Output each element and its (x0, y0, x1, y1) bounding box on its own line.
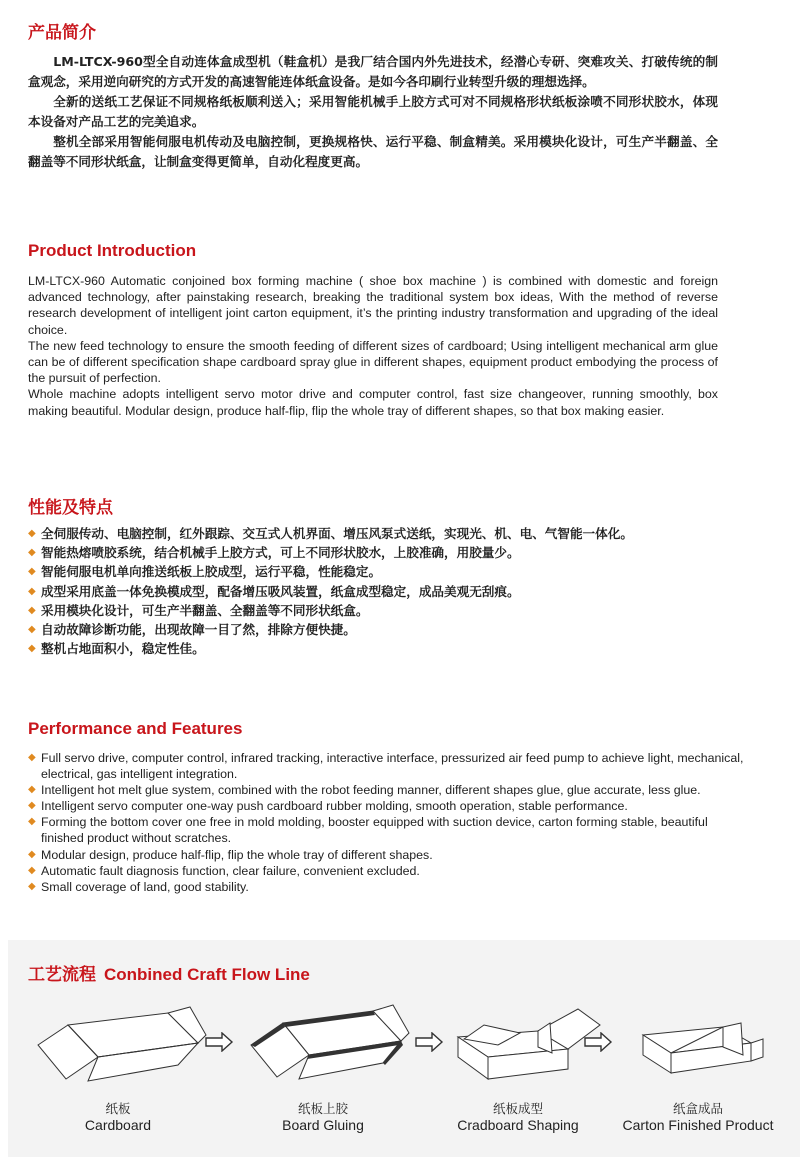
flow-step-carton-finished (603, 995, 793, 1133)
list-item: ◆ Full servo drive, computer control, infrared tracking, interactive interface, pressurized air feed pump to achieve light, mechanical, electrical, gas intelligent integration. (28, 751, 744, 782)
carton-finished-illustration (603, 995, 793, 1095)
diamond-bullet-icon: ◆ (28, 848, 36, 860)
diamond-bullet-icon: ◆ (28, 816, 36, 828)
flow-step-label-en: Board Gluing (282, 1117, 364, 1133)
list-item: ◆ Small coverage of land, good stability. (28, 879, 249, 894)
intro-zh-body (28, 52, 718, 172)
diamond-bullet-icon: ◆ (28, 880, 36, 892)
flow-step-label-zh: 纸板成型 (492, 1101, 543, 1116)
board-gluing-illustration (233, 995, 413, 1095)
list-item: ◆ Automatic fault diagnosis function, clear failure, convenient excluded. (28, 863, 420, 878)
intro-zh-heading: 产品简介 (28, 23, 96, 42)
flow-step-label-zh: 纸板 (105, 1101, 131, 1116)
list-item: ◆ Forming the bottom cover one free in mold molding, booster equipped with suction device, carton forming stable, beautiful finished product without scratches. (28, 815, 708, 846)
cardboard-shaping-illustration (428, 995, 608, 1095)
diamond-bullet-icon: ◆ (28, 752, 36, 763)
diamond-bullet-icon: ◆ (28, 585, 36, 597)
features-en-list (28, 750, 748, 895)
intro-zh-paragraph: 整机全部采用智能伺服电机传动及电脑控制，更换规格快、运行平稳、制盒精美。采用模块化设计，可生产半翻盖、全翻盖等不同形状纸盒，让制盒变得更简单，自动化程度更高。 (28, 134, 718, 169)
intro-en-heading: Product Introduction (28, 241, 197, 260)
intro-en-paragraph: LM-LTCX-960 Automatic conjoined box forming machine ( shoe box machine ) is combined with domestic and foreign advanced technology, after painstaking research, breaking the traditional system box ideas, With the method of reverse research development of intelligent joint carton equipment, it’s the printing industry transformation and upgrading of the ideal choice. (28, 274, 718, 337)
cardboard-illustration (28, 995, 208, 1095)
list-item: ◆ Intelligent hot melt glue system, combined with the robot feeding manner, different shapes glue, glue accurate, less glue. (28, 783, 701, 798)
features-zh-heading: 性能及特点 (28, 498, 113, 517)
diamond-bullet-icon: ◆ (28, 547, 36, 559)
right-arrow-icon (204, 1032, 234, 1057)
diamond-bullet-icon: ◆ (28, 528, 36, 539)
diamond-bullet-icon: ◆ (28, 800, 36, 812)
flow-step-board-gluing (233, 995, 413, 1133)
list-item: ◆ Intelligent servo computer one-way push cardboard rubber molding, smooth operation, stable performance. (28, 799, 628, 814)
intro-zh-paragraph: LM-LTCX-960型全自动连体盒成型机（鞋盒机）是我厂结合国内外先进技术，经潜心专研、突难攻关、打破传统的制盒观念，采用逆向研究的方式开发的高速智能连体纸盒设备。是如今各印刷行业转型升级的理想选择。 (28, 54, 718, 89)
craft-flow-title (28, 960, 318, 985)
intro-zh-paragraph: 全新的送纸工艺保证不同规格纸板顺利送入；采用智能机械手上胶方式可对不同规格形状纸板涂喷不同形状胶水，体现本设备对产品工艺的完美追求。 (28, 94, 718, 129)
list-item: ◆ 采用模块化设计，可生产半翻盖、全翻盖等不同形状纸盒。 (28, 601, 748, 620)
list-item: ◆ 全伺服传动、电脑控制，红外跟踪、交互式人机界面、增压风泵式送纸，实现光、机、电、气智能一体化。 (28, 524, 748, 543)
craft-flow-band (8, 940, 800, 1157)
intro-en-paragraph: The new feed technology to ensure the smooth feeding of different sizes of cardboard; Using intelligent mechanical arm glue can be of different specification shape cardboard spray glue in different shapes, equipment product embodying the process of the pursuit of perfection. (28, 338, 718, 386)
flow-step-cardboard-shaping (428, 995, 608, 1133)
flow-step-label-en: Cradboard Shaping (457, 1117, 579, 1133)
features-en-heading: Performance and Features (28, 719, 243, 738)
diamond-bullet-icon: ◆ (28, 604, 36, 616)
craft-flow-title-en: Conbined Craft Flow Line (104, 965, 310, 984)
intro-en-paragraph: Whole machine adopts intelligent servo motor drive and computer control, fast size changeover, running smoothly, box making beautiful. Modular design, produce half-flip, flip the whole tray of different shapes, so that box making easier. (28, 387, 718, 418)
flow-step-label-en: Carton Finished Product (622, 1117, 774, 1133)
intro-en-body (28, 273, 718, 419)
diamond-bullet-icon: ◆ (28, 864, 36, 876)
list-item: ◆ 成型采用底盖一体免换模成型，配备增压吸风装置，纸盒成型稳定，成品美观无刮痕。 (28, 582, 748, 601)
list-item: ◆ 智能伺服电机单向推送纸板上胶成型，运行平稳，性能稳定。 (28, 562, 748, 581)
diamond-bullet-icon: ◆ (28, 643, 36, 655)
list-item: ◆ Modular design, produce half-flip, flip the whole tray of different shapes. (28, 847, 433, 862)
flow-step-label-en: Cardboard (84, 1117, 152, 1133)
flow-step-label-zh: 纸盒成品 (672, 1101, 723, 1116)
flow-step-cardboard (28, 995, 208, 1133)
diamond-bullet-icon: ◆ (28, 784, 36, 796)
craft-flow-title-zh: 工艺流程 (28, 965, 96, 984)
list-item: ◆ 智能热熔喷胶系统，结合机械手上胶方式，可上不同形状胶水，上胶准确，用胶量少。 (28, 543, 748, 562)
diamond-bullet-icon: ◆ (28, 566, 36, 578)
features-zh-list (28, 524, 748, 658)
list-item: ◆ 整机占地面积小，稳定性佳。 (28, 639, 748, 658)
diamond-bullet-icon: ◆ (28, 624, 36, 636)
flow-step-label-zh: 纸板上胶 (297, 1101, 348, 1116)
list-item: ◆ 自动故障诊断功能，出现故障一目了然，排除方便快捷。 (28, 620, 748, 639)
